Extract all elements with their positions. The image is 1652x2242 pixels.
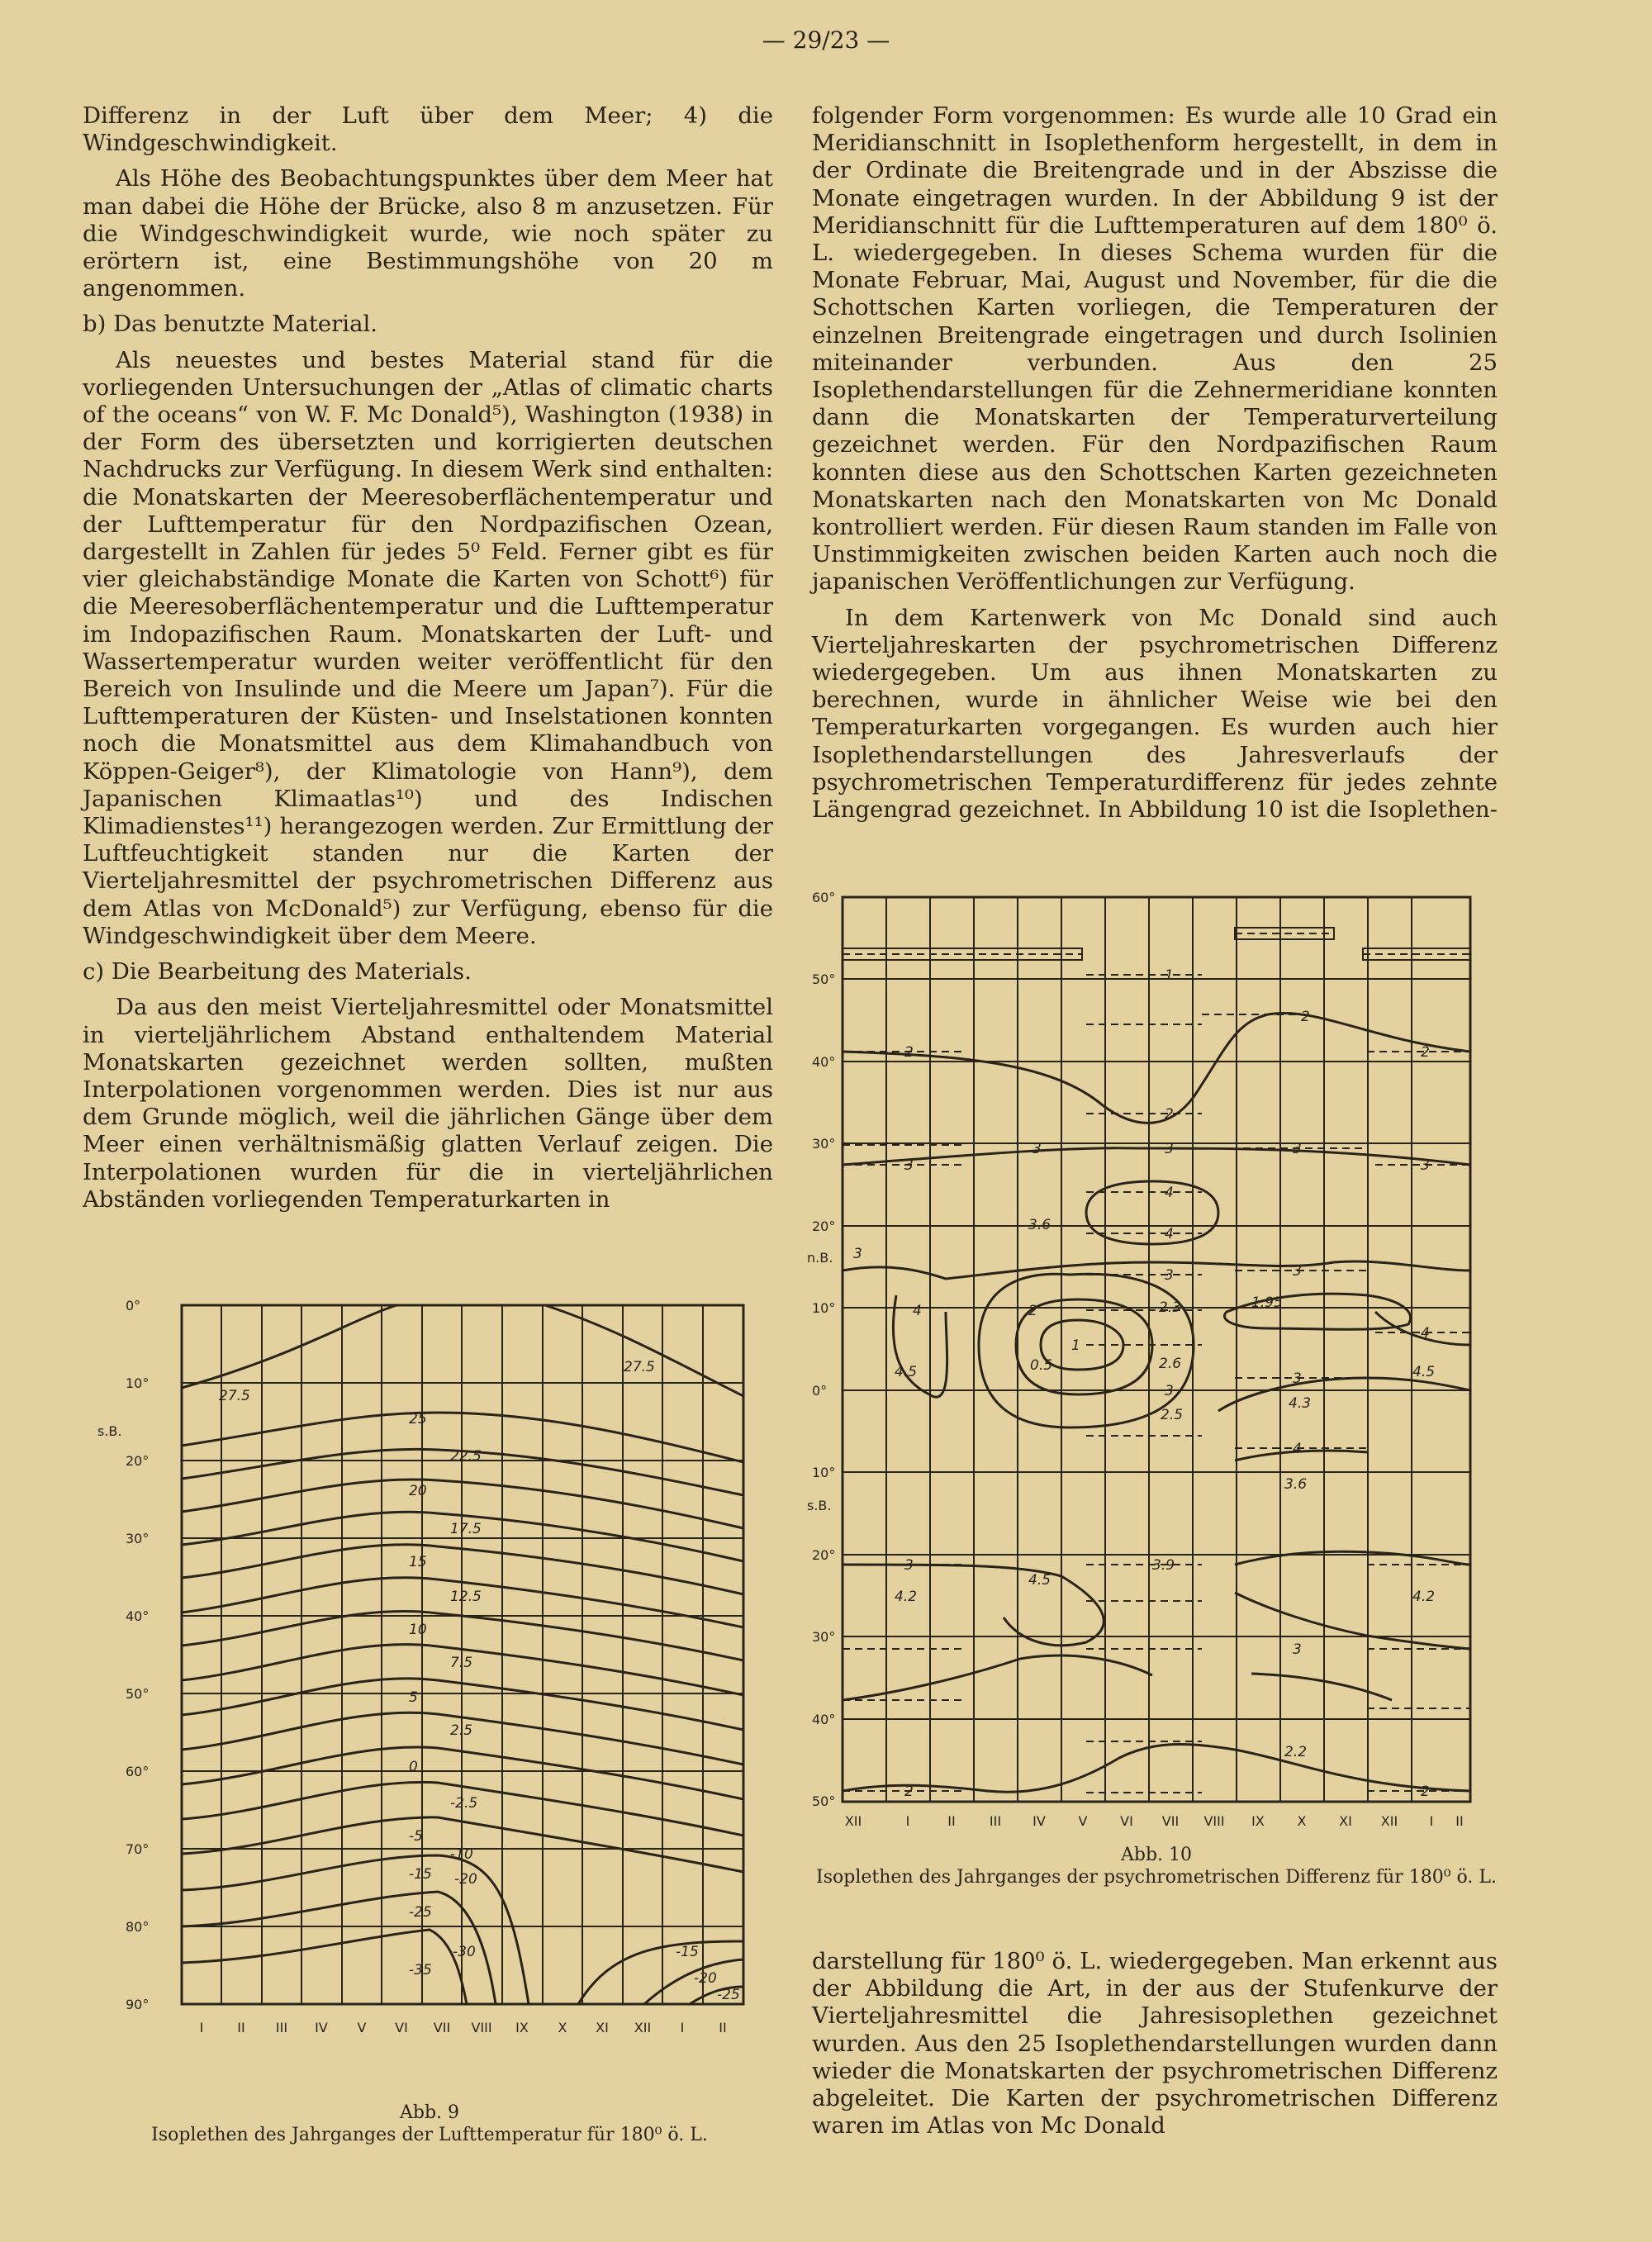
value-label: 3.6 [1028, 1217, 1051, 1233]
abb-9-caption [83, 2102, 776, 2146]
value-label: 2.5 [1161, 1407, 1184, 1423]
abb-10-step-curves [843, 975, 1470, 1793]
abb-10-isoline-labels [904, 967, 1430, 1800]
isoline-label: 27.5 [624, 1359, 655, 1375]
isoline-label: 3 [1293, 1263, 1302, 1280]
y-tick: 40° [812, 1712, 836, 1727]
abb-9-x-axis [200, 2020, 727, 2035]
isoline-label: 1 [1071, 1337, 1080, 1354]
x-tick: VII [433, 2020, 451, 2035]
x-tick: XII [844, 1813, 862, 1829]
isoline-label: 20 [409, 1483, 427, 1499]
y-tick: 90° [126, 1997, 150, 2012]
isoline-label: -15 [409, 1866, 432, 1883]
section-heading: c) Die Bearbeitung des Materials. [83, 958, 472, 986]
y-tick: 50° [812, 971, 836, 987]
value-label: 2.6 [1159, 1356, 1182, 1372]
isoline-label: 2 [1421, 1044, 1430, 1061]
isoline-label: 3 [904, 1557, 914, 1574]
isoline-label: -15 [676, 1944, 699, 1960]
isoline-label: 22.5 [450, 1448, 482, 1465]
x-tick: VI [1120, 1813, 1133, 1829]
isoline-label: 17.5 [450, 1521, 482, 1537]
y-tick: 60° [812, 890, 836, 905]
x-tick: X [1297, 1813, 1307, 1829]
y-tick: 20° [126, 1453, 150, 1469]
isoline-label: 3 [1421, 1157, 1430, 1174]
isoline-label: 10 [409, 1622, 427, 1638]
isoline-label: 2 [1165, 1106, 1174, 1123]
x-tick: II [947, 1813, 956, 1829]
isoline-label: 4 [1421, 1325, 1430, 1342]
x-tick: V [1078, 1813, 1088, 1829]
isoline-label: 25 [409, 1411, 427, 1427]
isoline-label: 3 [1165, 1141, 1174, 1157]
x-tick: VI [395, 2020, 408, 2035]
isoline-label: 2 [1301, 1009, 1310, 1025]
isoline-label: 3 [1293, 1641, 1302, 1658]
isoline-label: -5 [409, 1828, 423, 1845]
abb-10-hatching [843, 928, 1470, 960]
abb-10-caption [805, 1844, 1507, 1888]
hemisphere-label: s.B. [807, 1498, 832, 1513]
paragraph: In dem Kartenwerk von Mc Donald sind auch Vierteljahreskarten der psychrometrischen Differenz wiedergegeben. Um aus ihnen Monatskarten zu berechnen, wurde in ähnlicher Weise wie bei den Temperaturkarten vorgegangen. Es wurden auch hier Isoplethendarstellungen des Jahresverlaufs der psychrometrischen Temperaturdifferenz für jedes zehnte Längengrad gezeichnet. In Abbildung 10 ist die Isoplethen- [812, 604, 1498, 824]
isoline-label: -10 [450, 1846, 473, 1863]
abb-10-chart [805, 882, 1507, 1832]
isoline-label: 5 [409, 1689, 418, 1706]
isoline-label: -2.5 [450, 1795, 478, 1812]
x-tick: VII [1161, 1813, 1180, 1829]
abb-10-y-axis [807, 890, 835, 1809]
figure-label: Abb. 9 [399, 2102, 460, 2123]
value-label: 2.2 [1284, 1744, 1308, 1760]
y-tick: 30° [812, 1629, 836, 1645]
value-label: 2.3 [1159, 1299, 1182, 1316]
x-tick: XI [1339, 1813, 1352, 1829]
paragraph: Als Höhe des Beobachtungspunktes über dem Meer hat man dabei die Höhe der Brücke, also 8 m anzusetzen. Für die Windgeschwindigkeit wurde, wie noch später zu erörtern ist, eine Bestimmungshöhe von 20 m angenommen. [83, 165, 773, 302]
figure-label: Abb. 10 [1120, 1845, 1193, 1865]
value-label: 1.95 [1251, 1294, 1283, 1311]
hemisphere-label: n.B. [807, 1250, 833, 1266]
paragraph: darstellung für 180⁰ ö. L. wiedergegeben. Man erkennt aus der Abbildung die Art, in der aus der Stufenkurve der Vierteljahresmittel die Jahresisoplethen gezeichnet wurden. Aus den 25 Isoplethendarstellungen wurden dann wieder die Monatskarten der psychrometrischen Differenz abgeleitet. Die Karten der psychrometrischen Differenz waren im Atlas von Mc Donald [812, 1948, 1498, 2140]
value-label: 3 [853, 1246, 862, 1262]
isoline-label: 2 [1421, 1784, 1430, 1800]
y-tick: 60° [126, 1764, 150, 1779]
y-tick: 40° [812, 1054, 836, 1070]
isoline-label: 4 [1293, 1441, 1302, 1457]
x-tick: I [905, 1813, 910, 1829]
isoline-label: 1 [1165, 967, 1174, 984]
x-tick: V [357, 2020, 367, 2035]
isoline-label: 12.5 [450, 1589, 482, 1605]
abb-10-value-labels [853, 1217, 1435, 1760]
isoline-label: 3 [904, 1157, 914, 1174]
isoline-label: 4 [1165, 1185, 1174, 1201]
x-tick: II [719, 2020, 727, 2035]
value-label: 4.5 [1412, 1364, 1436, 1380]
page-number: — 29/23 — [762, 26, 890, 54]
x-tick: X [558, 2020, 567, 2035]
y-tick: 50° [812, 1793, 836, 1809]
x-tick: VIII [471, 2020, 492, 2035]
y-tick: 0° [126, 1298, 141, 1313]
isoline-label: 3 [1165, 1383, 1174, 1399]
left-column-top [83, 102, 773, 1222]
isoline-label: -25 [717, 1987, 740, 2003]
abb-9-chart [83, 1289, 776, 2082]
isoline-label: -30 [453, 1944, 476, 1960]
y-tick: 10° [812, 1465, 836, 1480]
isoline-label: 15 [409, 1554, 427, 1570]
isoline-label: 4 [1165, 1226, 1174, 1242]
section-heading: b) Das benutzte Material. [83, 311, 378, 338]
isoline-label: -35 [409, 1962, 432, 1978]
y-tick: 30° [126, 1531, 150, 1546]
paragraph: Da aus den meist Vierteljahresmittel oder Monatsmittel in vierteljährlichem Abstand enthaltendem Material Monatskarten gezeichnet werden sollten, mußten Interpolationen vorgenommen werden. Dies ist nur aus dem Grunde möglich, weil die jährlichen Gänge über dem Meer einen verhältnismäßig glatten Verlauf zeigen. Die Interpolationen wurden für die in vierteljährlichen Abständen vorliegenden Temperaturkarten in [83, 994, 773, 1213]
y-tick: 70° [126, 1841, 150, 1857]
value-label: 3.9 [1152, 1557, 1175, 1574]
abb-10-isolines [843, 1013, 1470, 1792]
hemisphere-label: s.B. [97, 1423, 122, 1439]
y-tick: 10° [126, 1375, 150, 1391]
value-label: 4.5 [1028, 1572, 1051, 1589]
right-column-top [812, 102, 1498, 832]
y-tick: 10° [812, 1300, 836, 1316]
isoline-label: 2 [904, 1784, 914, 1800]
y-tick: 30° [812, 1136, 836, 1152]
isoline-label: 2 [1028, 1303, 1037, 1319]
isoline-label: 4 [913, 1303, 922, 1319]
x-tick: XII [634, 2020, 652, 2035]
isoline-label: 2 [904, 1044, 914, 1061]
x-tick: I [680, 2020, 685, 2035]
paragraph: folgender Form vorgenommen: Es wurde alle 10 Grad ein Meridianschnitt in Isoplethenform hergestellt, in dem in der Ordinate die Breitengrade und in der Abszisse die Monate eingetragen wurden. In der Abbildung 9 ist der Meridianschnitt für die Lufttemperaturen auf dem 180⁰ ö. L. wiedergegeben. In dieses Schema wurden für die Monate Februar, Mai, August und November, für die die Schottschen Karten vorliegen, die Temperaturen der einzelnen Breitengrade eingetragen und durch Isolinien miteinander verbunden. Aus den 25 Isoplethendarstellungen für die Zehnermeridiane konnten dann die Monatskarten der Temperaturverteilung gezeichnet werden. Für den Nordpazifischen Raum konnten diese aus den Schottschen Karten gezeichneten Monatskarten nach den Monatskarten von Mc Donald kontrolliert werden. Für diesen Raum standen im Falle von Unstimmigkeiten zwischen beiden Karten auch noch die japanischen Veröffentlichungen zur Verfügung. [812, 102, 1498, 596]
y-tick: 40° [126, 1608, 150, 1624]
value-label: 4.2 [1412, 1589, 1436, 1605]
x-tick: II [237, 2020, 245, 2035]
isoline-label: 3 [1032, 1141, 1042, 1157]
isoline-label: 0 [409, 1759, 418, 1775]
isoline-label: 3 [1293, 1370, 1302, 1387]
value-label: 4.3 [1289, 1395, 1312, 1412]
value-label: 4.2 [895, 1589, 918, 1605]
value-label: 3.6 [1284, 1476, 1308, 1493]
paragraph: Als neuestes und bestes Material stand für die vorliegenden Untersuchungen der „Atlas of climatic charts of the oceans“ von W. F. Mc Donald⁵), Washington (1938) in der Form des übersetzten und korrigierten deutschen Nachdrucks zur Verfügung. In diesem Werk sind enthalten: die Monatskarten der Meeresoberflächentemperatur und der Lufttemperatur für den Nordpazifischen Ozean, dargestellt in Zahlen für jedes 5⁰ Feld. Ferner gibt es für vier gleichabständige Monate die Karten von Schott⁶) für die Meeresoberflächentemperatur und die Lufttemperatur im Indopazifischen Raum. Monatskarten der Luft- und Wassertemperatur wurden weiter veröffentlicht für den Bereich von Insulinde und die Meere um Japan⁷). Für die Lufttemperaturen der Küsten- und Inselstationen konnten noch die Monatsmittel aus dem Klimahandbuch von Köppen-Geiger⁸), der Klimatologie von Hann⁹), dem Japanischen Klimaatlas¹⁰) und des Indischen Klimadienstes¹¹) herangezogen werden. Zur Ermittlung der Luftfeuchtigkeit standen nur die Karten der Vierteljahresmittel der psychrometrischen Differenz aus dem Atlas von McDonald⁵) zur Verfügung, ebenso für die Windgeschwindigkeit über dem Meere. [83, 346, 773, 949]
abb-9-y-axis [97, 1298, 149, 2012]
abb-10-x-axis [845, 1813, 1464, 1829]
figure-title: Isoplethen des Jahrganges der psychrometrischen Differenz für 180⁰ ö. L. [816, 1867, 1497, 1888]
y-tick: 20° [812, 1547, 836, 1563]
x-tick: III [275, 2020, 288, 2035]
x-tick: IX [515, 2020, 529, 2035]
x-tick: XII [1380, 1813, 1398, 1829]
isoline-label: 7.5 [450, 1655, 473, 1671]
figure-title: Isoplethen des Jahrganges der Lufttemperatur für 180⁰ ö. L. [151, 2125, 708, 2145]
isoline-label: 3 [1293, 1141, 1302, 1157]
x-tick: III [989, 1813, 1002, 1829]
x-tick: II [1455, 1813, 1464, 1829]
x-tick: IV [315, 2020, 328, 2035]
isoline-label: 27.5 [219, 1388, 250, 1404]
isoline-label: 2.5 [450, 1722, 473, 1739]
right-column-bottom [812, 1948, 1498, 2148]
isoline-label: -20 [694, 1970, 717, 1987]
x-tick: IV [1032, 1813, 1046, 1829]
y-tick: 80° [126, 1919, 150, 1935]
value-label: 4.5 [895, 1364, 918, 1380]
y-tick: 50° [126, 1686, 150, 1702]
paragraph: Differenz in der Luft über dem Meer; 4) die Windgeschwindigkeit. [83, 102, 773, 157]
isoline-label: -25 [409, 1904, 432, 1921]
x-tick: I [1429, 1813, 1434, 1829]
x-tick: IX [1251, 1813, 1265, 1829]
value-label: 0.5 [1030, 1357, 1053, 1374]
y-tick: 20° [812, 1218, 836, 1234]
x-tick: XI [596, 2020, 609, 2035]
y-tick: 0° [812, 1383, 828, 1399]
x-tick: I [199, 2020, 204, 2035]
x-tick: VIII [1203, 1813, 1225, 1829]
isoline-label: -20 [454, 1871, 477, 1888]
isoline-label: 3 [1165, 1267, 1174, 1284]
